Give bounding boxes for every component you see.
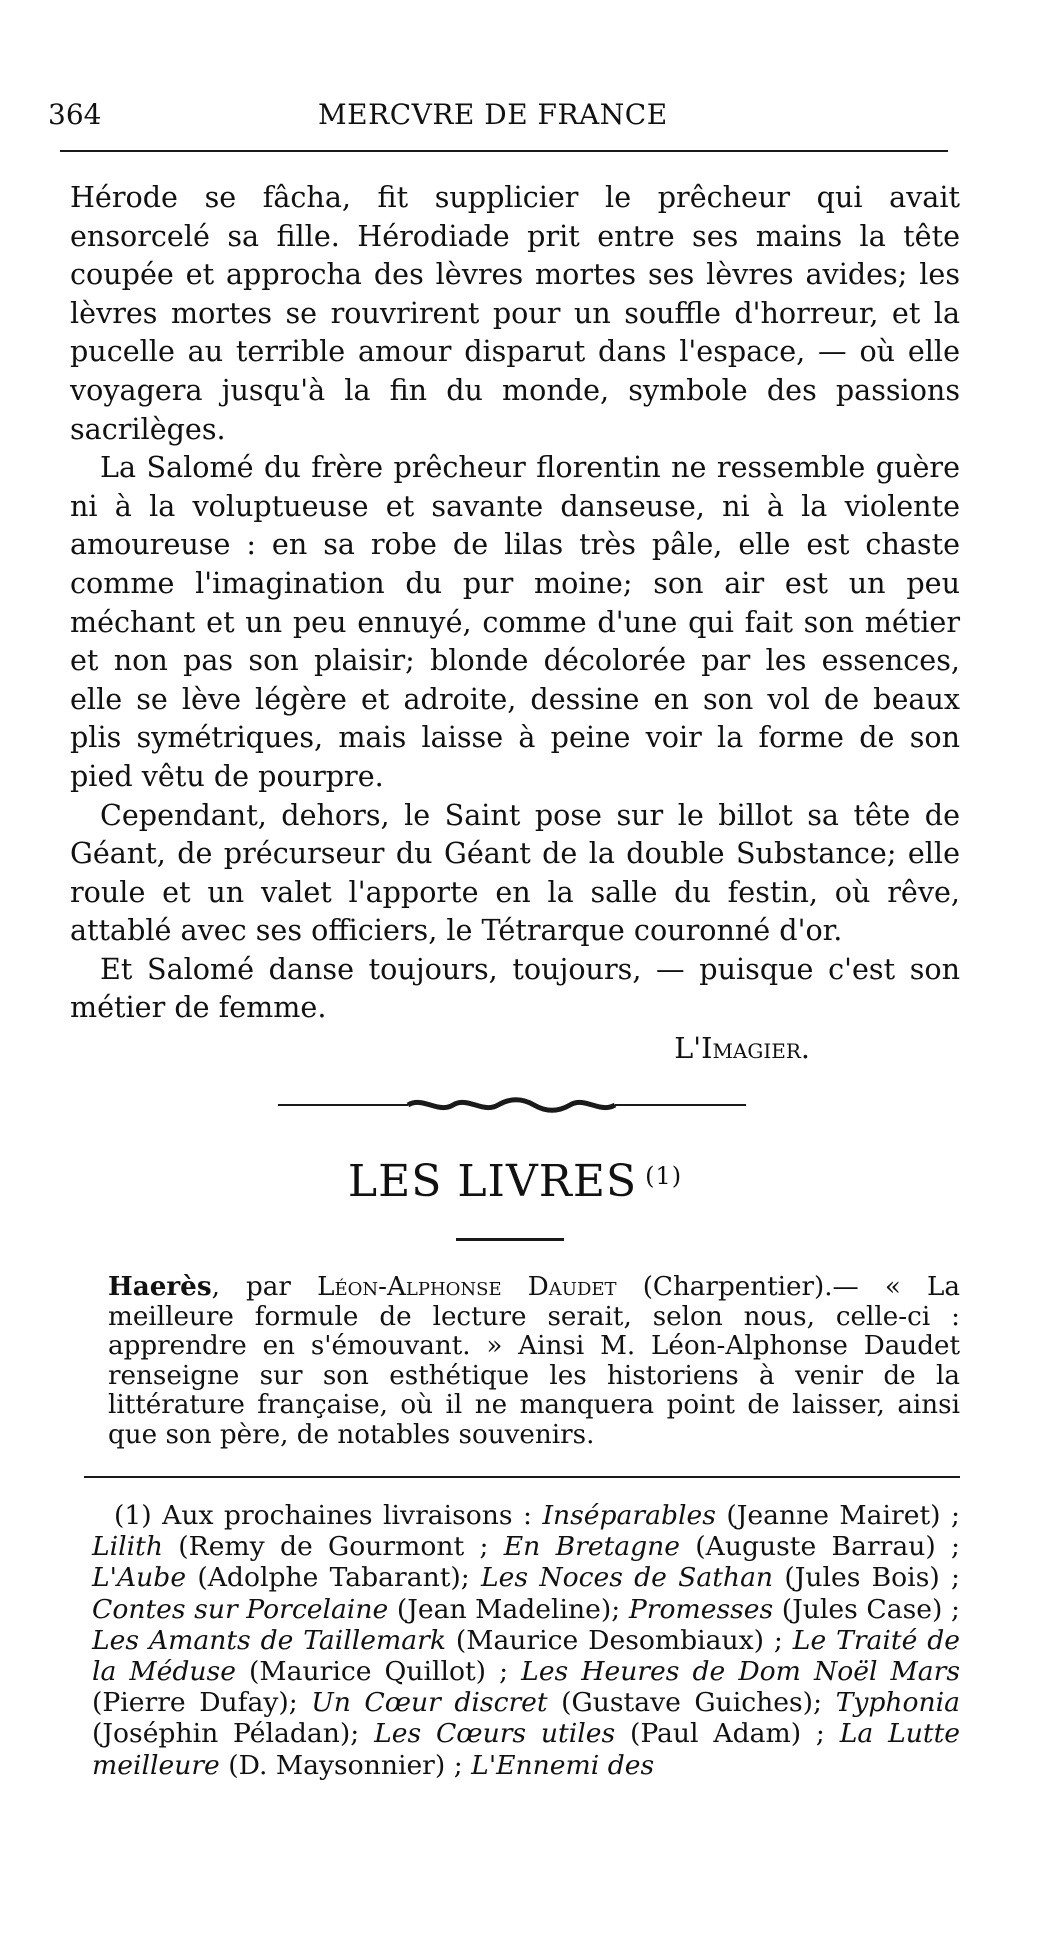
footnote-item-title: Les Noces de Sathan	[481, 1562, 774, 1594]
paragraph-3: Cependant, dehors, le Saint pose sur le billot sa tête de Géant, de précurseur du Géant de la double Substance; elle roule et un valet l'apporte en la salle du festin, où rêve, attablé avec ses officiers, le Tétrarque couronné d'or.	[70, 797, 960, 948]
journal-title: MERCVRE DE FRANCE	[318, 98, 668, 131]
footnote-item-title: Promesses	[628, 1593, 774, 1625]
footnote-item-author: (Jules Case)	[781, 1593, 943, 1625]
footnote-item-separator: ;	[939, 1562, 960, 1594]
section-title-text: LES LIVRES	[347, 1156, 638, 1207]
footnote-intro: Aux prochaines livraisons :	[162, 1500, 533, 1531]
review-author: Léon-Alphonse Daudet	[317, 1272, 617, 1302]
footnote-item-author: (Remy de Gourmont	[178, 1531, 465, 1563]
footnote-item-title: Typhonia	[835, 1687, 960, 1719]
section-rule	[456, 1238, 564, 1241]
footnote-item-title: En Bretagne	[503, 1531, 680, 1563]
footnote-paragraph	[92, 1500, 960, 1781]
footnote-item-separator: ;	[813, 1687, 836, 1719]
header-rule	[60, 150, 948, 152]
section-title	[70, 1156, 960, 1207]
footnote-item-title: L'Ennemi des	[471, 1749, 655, 1781]
running-head	[48, 98, 948, 138]
footnote-item-separator: ;	[350, 1718, 375, 1750]
footnote-item-title: L'Aube	[92, 1562, 187, 1594]
signature: L'Imagier.	[674, 1031, 810, 1066]
footnote-item-author: (Adolphe Tabarant)	[197, 1562, 461, 1594]
footnote-item-separator: ;	[942, 1593, 960, 1625]
footnote-item-separator: ;	[460, 1562, 482, 1594]
review-text: (Charpentier).— « La meilleure formule de lecture serait, selon nous, celle-ci : apprendre en s'émouvant. » Ainsi M. Léon-Alphonse Daudet renseigne sur son esthétique les historiens à venir de la littérature française, où il ne manquera point de laisser, ainsi que son père, de notables souvenirs.	[108, 1272, 961, 1450]
footnote-item-separator: ;	[611, 1593, 629, 1625]
ornament-divider	[278, 1094, 746, 1116]
footnote-item-author: (Maurice Quillot)	[249, 1656, 487, 1688]
review-book-title: Haerès	[108, 1271, 212, 1302]
footnote-item-author: (Gustave Guiches)	[561, 1687, 814, 1719]
footnote-item-title: Les Amants de Taillemark	[92, 1624, 446, 1656]
footnote	[92, 1500, 960, 1781]
article-body	[70, 178, 960, 1068]
footnote-marker: (1)	[114, 1500, 152, 1531]
footnote-item-author: (Auguste Barrau)	[695, 1531, 936, 1563]
book-review	[108, 1272, 960, 1451]
footnote-item-author: (Maurice Desombiaux)	[455, 1624, 765, 1656]
footnote-item-separator: ;	[801, 1718, 840, 1750]
footnote-item-title: Lilith	[92, 1531, 163, 1563]
footnote-item-author: (Jules Bois)	[784, 1562, 940, 1594]
footnote-item-title: Les Cœurs utiles	[374, 1718, 616, 1750]
footnote-item-title: Les Heures de Dom Noël Mars	[521, 1656, 960, 1688]
footnote-item-author: (D. Maysonnier)	[228, 1749, 446, 1781]
review-by: , par	[211, 1272, 291, 1302]
page-number: 364	[48, 98, 102, 131]
paragraph-1: Hérode se fâcha, fit supplicier le prêcheur qui avait ensorcelé sa fille. Hérodiade prit entre ses mains la tête coupée et approcha des lèvres mortes ses lèvres avides; les lèvres mortes se rouvrirent pour un souffle d'horreur, et la pucelle au terrible amour disparut dans l'espace, — où elle voyagera jusqu'à la fin du monde, symbole des passions sacrilèges.	[70, 180, 960, 446]
footnote-item-separator: ;	[764, 1624, 793, 1656]
footnote-rule	[84, 1476, 960, 1478]
footnote-item-title: Un Cœur discret	[311, 1687, 548, 1719]
footnote-item-author: (Pierre Dufay)	[92, 1687, 289, 1719]
footnote-item-author: (Paul Adam)	[629, 1718, 802, 1750]
footnote-item-title: Contes sur Porcelaine	[92, 1593, 389, 1625]
footnote-item-author: (Jeanne Mairet)	[726, 1500, 941, 1531]
paragraph-4: Et Salomé danse toujours, toujours, — puisque c'est son métier de femme.	[70, 951, 960, 1025]
footnote-item-author: (Joséphin Péladan)	[92, 1718, 351, 1750]
footnote-item-separator: ;	[486, 1656, 522, 1688]
footnote-item-separator: ;	[445, 1749, 472, 1781]
footnote-items	[92, 1500, 960, 1781]
footnote-item-title: La Lutte meilleure	[92, 1718, 960, 1781]
footnote-item-title: Le Traité de la Méduse	[92, 1624, 960, 1688]
review-paragraph	[108, 1272, 960, 1451]
footnote-item-author: (Jean Madeline)	[396, 1593, 612, 1625]
footnote-item-separator: ;	[940, 1500, 960, 1531]
footnote-item-separator: ;	[288, 1687, 312, 1719]
paragraph-2: La Salomé du frère prêcheur florentin ne ressemble guère ni à la voluptueuse et savante danseuse, ni à la violente amoureuse : en sa robe de lilas très pâle, elle est chaste comme l'imagination du pur moine; son air est un peu méchant et un peu ennuyé, comme d'une qui fait son métier et non pas son plaisir; blonde décolorée par les essences, elle se lève légère et adroite, dessine en son vol de beaux plis symétriques, mais laisse à peine voir la forme de son pied vêtu de pourpre.	[70, 450, 960, 793]
footnote-item-title: Inséparables	[542, 1500, 716, 1531]
footnote-item-separator: ;	[935, 1531, 960, 1563]
footnote-item-separator: ;	[464, 1531, 504, 1563]
section-note-marker: (1)	[645, 1162, 683, 1190]
